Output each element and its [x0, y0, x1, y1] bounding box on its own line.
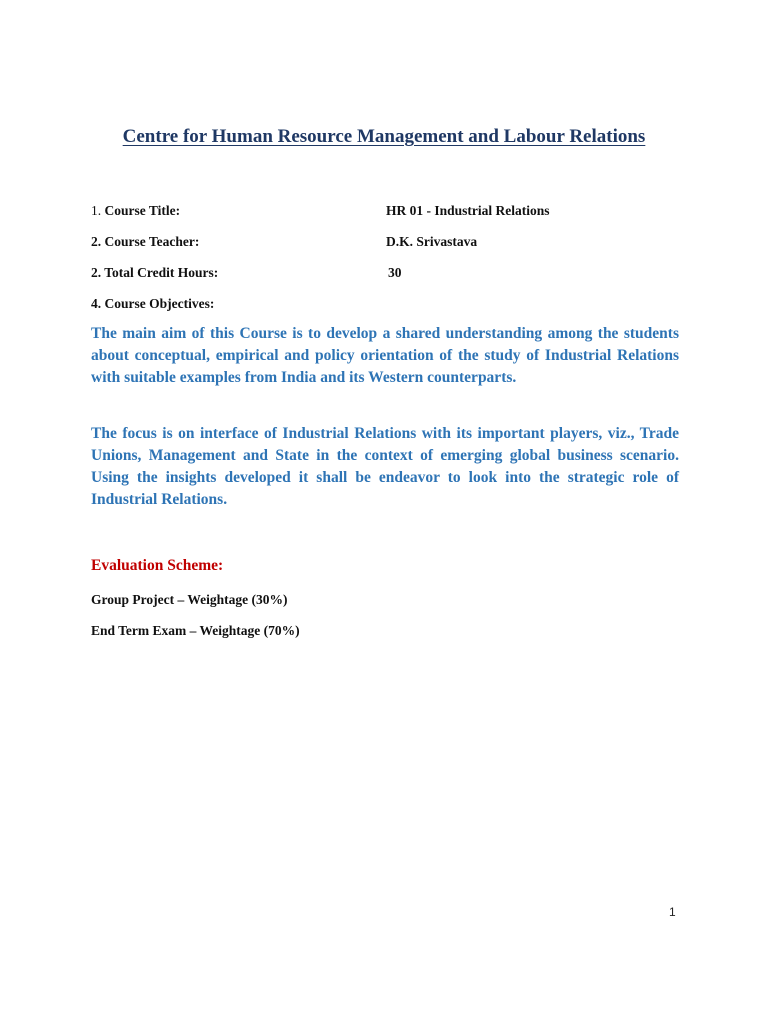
- course-teacher-value: D.K. Srivastava: [386, 234, 478, 249]
- evaluation-item-group-project: Group Project – Weightage (30%): [91, 592, 288, 607]
- page-title: Centre for Human Resource Management and Labour Relations: [122, 126, 646, 147]
- course-title-label: Course Title:: [101, 203, 181, 218]
- course-teacher-row: [91, 234, 478, 250]
- course-objectives-row: [91, 296, 214, 312]
- credit-hours-row: [91, 265, 402, 281]
- course-teacher-label: 2. Course Teacher:: [91, 234, 200, 249]
- page-number: 1: [669, 905, 676, 919]
- course-objectives-label: 4. Course Objectives:: [91, 296, 215, 311]
- course-title-value: HR 01 - Industrial Relations: [386, 203, 550, 218]
- objectives-paragraph-2: The focus is on interface of Industrial Relations with its important players, viz., Trade Unions, Management and State in the context of emerging global business scenario. Using the insights developed it shall be endeavor to look into the strategic role of Industrial Relations.: [91, 425, 679, 508]
- objectives-paragraph-1: The main aim of this Course is to develop a shared understanding among the students about conceptual, empirical and policy orientation of the study of Industrial Relations with suitable examples from India and its Western counterparts.: [91, 325, 679, 386]
- credit-hours-value: 30: [388, 265, 402, 280]
- credit-hours-label: 2. Total Credit Hours:: [91, 265, 219, 280]
- course-title-number: 1.: [91, 203, 102, 218]
- course-title-row: [91, 203, 550, 219]
- evaluation-item-end-term-exam: End Term Exam – Weightage (70%): [91, 623, 300, 638]
- evaluation-heading: Evaluation Scheme:: [91, 557, 224, 574]
